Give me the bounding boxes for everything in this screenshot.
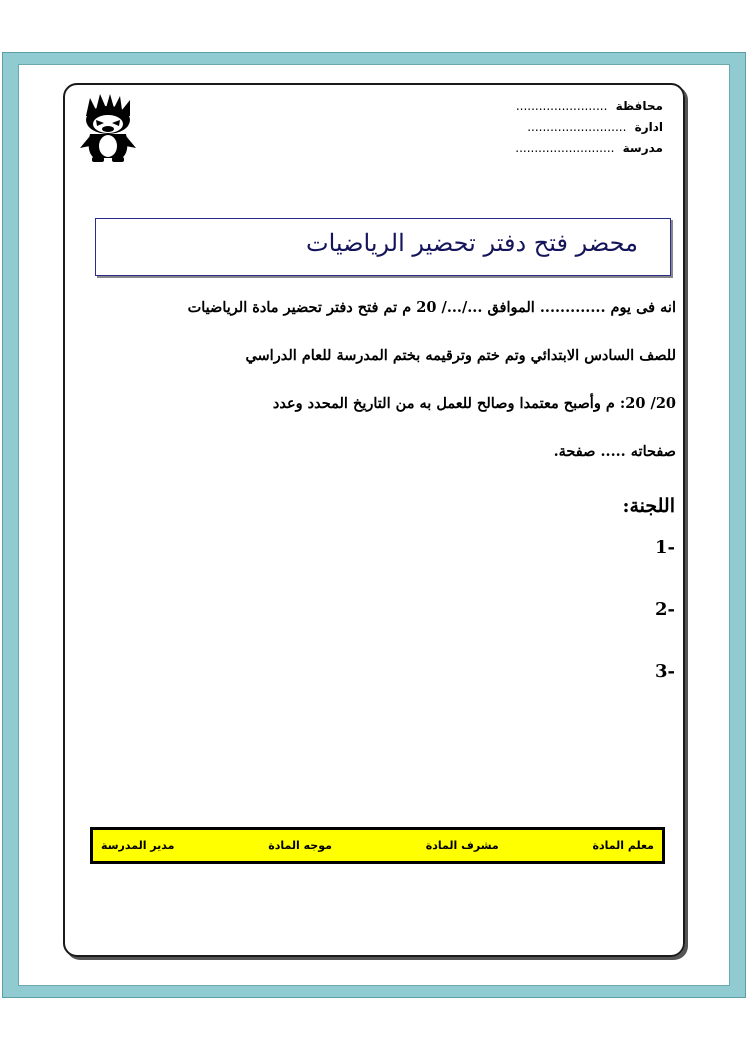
body-line: 20/ 20: م وأصبح معتمدا وصالح للعمل به من التاريخ المحدد وعدد (272, 395, 676, 412)
document-page (63, 83, 685, 957)
signature-supervisor: مشرف المادة (425, 839, 499, 852)
committee-member-2: -2 (654, 599, 675, 620)
body-paragraph (66, 290, 676, 482)
administration-blank: .......................... (527, 120, 627, 134)
header-info (515, 96, 663, 159)
body-line: للصف السادس الابتدائي وتم ختم وترقيمه بختم المدرسة للعام الدراسي (245, 347, 676, 364)
signature-inspector: موجه المادة (268, 839, 332, 852)
governorate-blank: ........................ (515, 99, 608, 113)
body-line: انه فى يوم ............. الموافق .../.../ 20 م تم فتح دفتر تحضير مادة الرياضيات (187, 299, 676, 316)
administration-label: ادارة (634, 120, 663, 134)
signature-principal: مدير المدرسة (101, 839, 175, 852)
school-blank: .......................... (515, 141, 615, 155)
signature-teacher: معلم المادة (592, 839, 654, 852)
committee-member-3: -3 (654, 661, 675, 682)
administration-line (515, 117, 663, 138)
committee-section (622, 495, 675, 703)
governorate-line (515, 96, 663, 117)
school-label: مدرسة (622, 141, 663, 155)
school-line (515, 138, 663, 159)
governorate-label: محافظة (615, 99, 663, 113)
signature-bar (90, 827, 665, 864)
penguin-mascot-icon (80, 94, 138, 164)
title-box (95, 218, 671, 276)
body-line: صفحاته ..... صفحة. (553, 443, 676, 460)
document-title: محضر فتح دفتر تحضير الرياضيات (306, 229, 638, 257)
committee-heading: اللجنة: (622, 495, 675, 517)
committee-member-1: -1 (654, 537, 675, 558)
